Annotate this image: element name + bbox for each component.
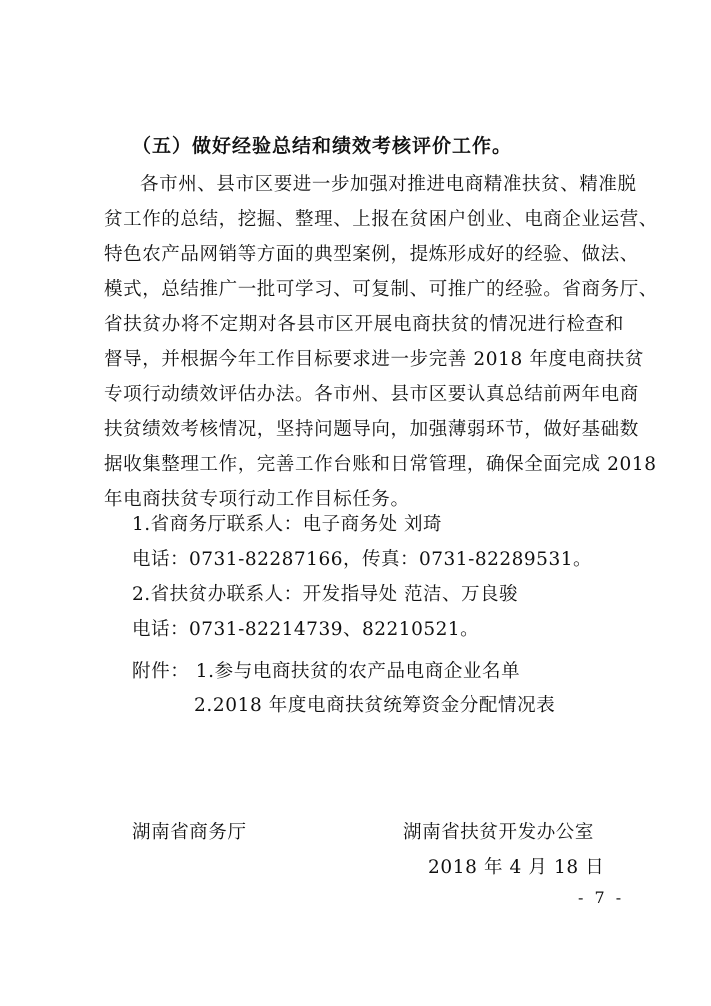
phone-commerce: 电话：0731-82287166，传真：0731-82289531。 — [132, 549, 592, 570]
contact-commerce: 1.省商务厅联系人：电子商务处 刘琦 — [132, 514, 443, 535]
paragraph-line-8: 扶贫绩效考核情况，坚持问题导向，加强薄弱环节，做好基础数 — [104, 419, 639, 440]
attachment-line-1: 附件： 1.参与电商扶贫的农产品电商企业名单 — [132, 661, 521, 682]
contact-poverty-office: 2.省扶贫办联系人：开发指导处 范洁、万良骏 — [132, 584, 519, 605]
section-heading: （五）做好经验总结和绩效考核评价工作。 — [132, 135, 513, 157]
signature-commerce-dept: 湖南省商务厅 — [132, 822, 247, 843]
paragraph-line-7: 专项行动绩效评估办法。各市州、县市区要认真总结前两年电商 — [104, 384, 639, 405]
page-number: - 7 - — [578, 888, 625, 907]
signature-date: 2018 年 4 月 18 日 — [428, 857, 605, 878]
paragraph-line-1: 各市州、县市区要进一步加强对推进电商精准扶贫、精准脱 — [140, 174, 637, 195]
paragraph-line-5: 省扶贫办将不定期对各县市区开展电商扶贫的情况进行检查和 — [104, 314, 624, 335]
attachment-line-2: 2.2018 年度电商扶贫统筹资金分配情况表 — [194, 695, 556, 716]
paragraph-line-4: 模式，总结推广一批可学习、可复制、可推广的经验。省商务厅、 — [104, 279, 658, 300]
paragraph-line-3: 特色农产品网销等方面的典型案例，提炼形成好的经验、做法、 — [104, 244, 639, 265]
phone-poverty-office: 电话：0731-82214739、82210521。 — [132, 619, 480, 640]
signature-poverty-office: 湖南省扶贫开发办公室 — [403, 822, 595, 843]
paragraph-line-10: 年电商扶贫专项行动工作目标任务。 — [104, 489, 410, 510]
paragraph-line-2: 贫工作的总结，挖掘、整理、上报在贫困户创业、电商企业运营、 — [104, 209, 658, 230]
paragraph-line-9: 据收集整理工作，完善工作台账和日常管理，确保全面完成 2018 — [104, 454, 657, 475]
paragraph-line-6: 督导，并根据今年工作目标要求进一步完善 2018 年度电商扶贫 — [104, 349, 644, 370]
